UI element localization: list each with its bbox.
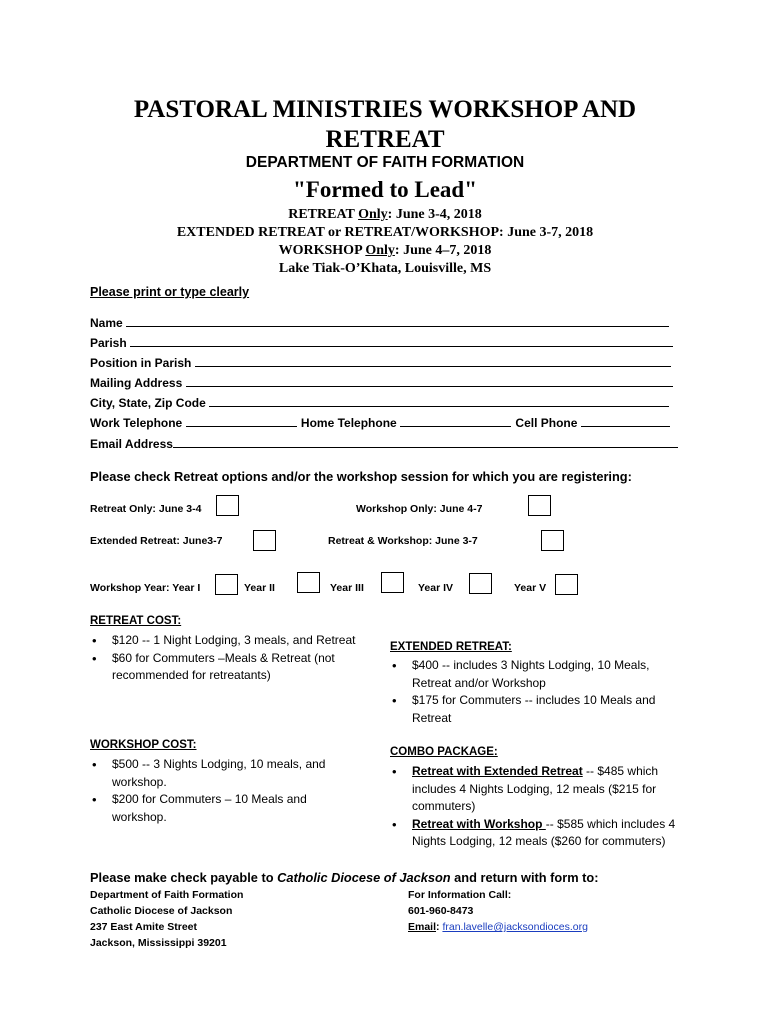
extended-retreat-list [390, 657, 682, 727]
mailing-address-block [90, 887, 243, 951]
retreat-date-range: : June 3-4, 2018 [387, 207, 482, 222]
motto: "Formed to Lead" [293, 177, 477, 202]
workshop-only-option-label: Workshop Only: June 4-7 [356, 503, 483, 515]
cell-line[interactable] [581, 415, 670, 427]
address-line: 237 East Amite Street [90, 921, 197, 933]
retreat-prefix: RETREAT [288, 207, 359, 222]
payable-line [90, 870, 599, 885]
combo2-label: Retreat with Workshop [412, 816, 546, 831]
email-field[interactable] [90, 436, 678, 451]
mailing-label: Mailing Address [90, 376, 183, 390]
combo-package-list [390, 763, 680, 851]
extended-retreat-item: • $175 for Commuters -- includes 10 Meals and Retreat [390, 692, 682, 727]
retreat-cost-item: • $120 -- 1 Night Lodging, 3 meals, and Retreat [90, 632, 380, 650]
workshop-prefix: WORKSHOP [278, 243, 366, 258]
email-link[interactable]: fran.lavelle@jacksondioces.org [442, 921, 588, 933]
combo-item-extended [390, 763, 680, 816]
mailing-line[interactable] [186, 375, 673, 387]
retreat-dates [0, 206, 770, 224]
payable-suffix: and return with form to: [450, 870, 599, 885]
payable-prefix: Please make check payable to [90, 870, 278, 885]
retreat-cost-item: • $60 for Commuters –Meals & Retreat (not recommended for retreatants) [90, 650, 380, 685]
extended-option-label: Extended Retreat: June3-7 [90, 535, 223, 547]
year2-label: Year II [244, 582, 275, 594]
year2-checkbox[interactable] [297, 572, 320, 593]
position-label: Position in Parish [90, 356, 192, 370]
year4-label: Year IV [418, 582, 454, 594]
parish-field[interactable] [90, 335, 673, 350]
extended-retreat-heading: EXTENDED RETREAT: [390, 641, 512, 653]
combo2-text: -- $585 which includes 4 Nights Lodging, 12 meals ($260 for commuters) [412, 816, 676, 848]
retreat-cost-list [90, 632, 380, 685]
address-line: Jackson, Mississippi 39201 [90, 937, 227, 949]
retreat-only-option-label: Retreat Only: June 3-4 [90, 503, 202, 515]
options-heading: Please check Retreat options and/or the workshop session for which you are registering: [90, 469, 632, 484]
year1-checkbox[interactable] [215, 574, 238, 595]
address-line: Department of Faith Formation [90, 889, 244, 901]
title-line-2: RETREAT [325, 126, 445, 153]
retreat-only-checkbox[interactable] [216, 495, 239, 516]
email-line[interactable] [173, 436, 678, 448]
retreat-only-label: Only [358, 207, 388, 222]
combo1-label: Retreat with Extended Retreat [412, 764, 583, 778]
work-tel-line[interactable] [186, 415, 297, 427]
home-tel-line[interactable] [400, 415, 511, 427]
position-line[interactable] [195, 355, 671, 367]
parish-label: Parish [90, 336, 127, 350]
combo1-text: -- $485 which includes 4 Nights Lodging, 12 meals ($215 for commuters) [412, 764, 659, 813]
work-tel-label: Work Telephone [90, 416, 183, 430]
address-line: Catholic Diocese of Jackson [90, 905, 233, 917]
workshop-cost-list [90, 756, 352, 826]
name-line[interactable] [126, 315, 669, 327]
contact-phone: 601-960-8473 [408, 905, 474, 917]
workshop-date-range: : June 4–7, 2018 [394, 243, 492, 258]
city-line[interactable] [209, 395, 669, 407]
title-line-1: PASTORAL MINISTRIES WORKSHOP AND [133, 96, 637, 123]
cell-label: Cell Phone [515, 416, 578, 430]
retreat-workshop-checkbox[interactable] [541, 530, 564, 551]
extended-checkbox[interactable] [253, 530, 276, 551]
city-state-zip-field[interactable] [90, 395, 669, 410]
year5-label: Year V [514, 582, 547, 594]
location: Lake Tiak-O’Khata, Louisville, MS [278, 261, 492, 276]
retreat-workshop-option-label: Retreat & Workshop: June 3-7 [328, 535, 478, 547]
year4-checkbox[interactable] [469, 573, 492, 594]
department-heading: DEPARTMENT OF FAITH FORMATION [245, 154, 525, 171]
workshop-dates [0, 242, 770, 260]
workshop-only-label: Only [365, 243, 395, 258]
year3-checkbox[interactable] [381, 572, 404, 593]
workshop-cost-item: • $500 -- 3 Nights Lodging, 10 meals, and workshop. [90, 756, 352, 791]
position-field[interactable] [90, 355, 671, 370]
mailing-address-field[interactable] [90, 375, 673, 390]
name-label: Name [90, 316, 123, 330]
combo-package-heading: COMBO PACKAGE: [390, 746, 498, 758]
extended-dates: EXTENDED RETREAT or RETREAT/WORKSHOP: June 3-7, 2018 [176, 225, 594, 240]
telephone-row [90, 415, 670, 430]
email-label: Email [408, 921, 437, 933]
retreat-cost-heading: RETREAT COST: [90, 615, 182, 627]
year5-checkbox[interactable] [555, 574, 578, 595]
name-field[interactable] [90, 315, 669, 330]
year1-label: Workshop Year: Year I [90, 582, 201, 594]
contact-email-row [408, 919, 588, 935]
email-colon: : [436, 921, 443, 933]
info-heading: For Information Call: [408, 889, 512, 901]
email-label: Email Address [90, 437, 173, 451]
combo-item-workshop [390, 816, 680, 851]
contact-block [408, 887, 588, 935]
print-instruction: Please print or type clearly [90, 285, 250, 299]
year3-label: Year III [330, 582, 364, 594]
city-label: City, State, Zip Code [90, 396, 206, 410]
home-tel-label: Home Telephone [300, 416, 397, 430]
extended-retreat-item: • $400 -- includes 3 Nights Lodging, 10 Meals, Retreat and/or Workshop [390, 657, 682, 692]
workshop-only-checkbox[interactable] [528, 495, 551, 516]
workshop-cost-item: • $200 for Commuters – 10 Meals and workshop. [90, 791, 352, 826]
payable-name: Catholic Diocese of Jackson [277, 870, 451, 885]
workshop-cost-heading: WORKSHOP COST: [90, 739, 197, 751]
parish-line[interactable] [130, 335, 673, 347]
